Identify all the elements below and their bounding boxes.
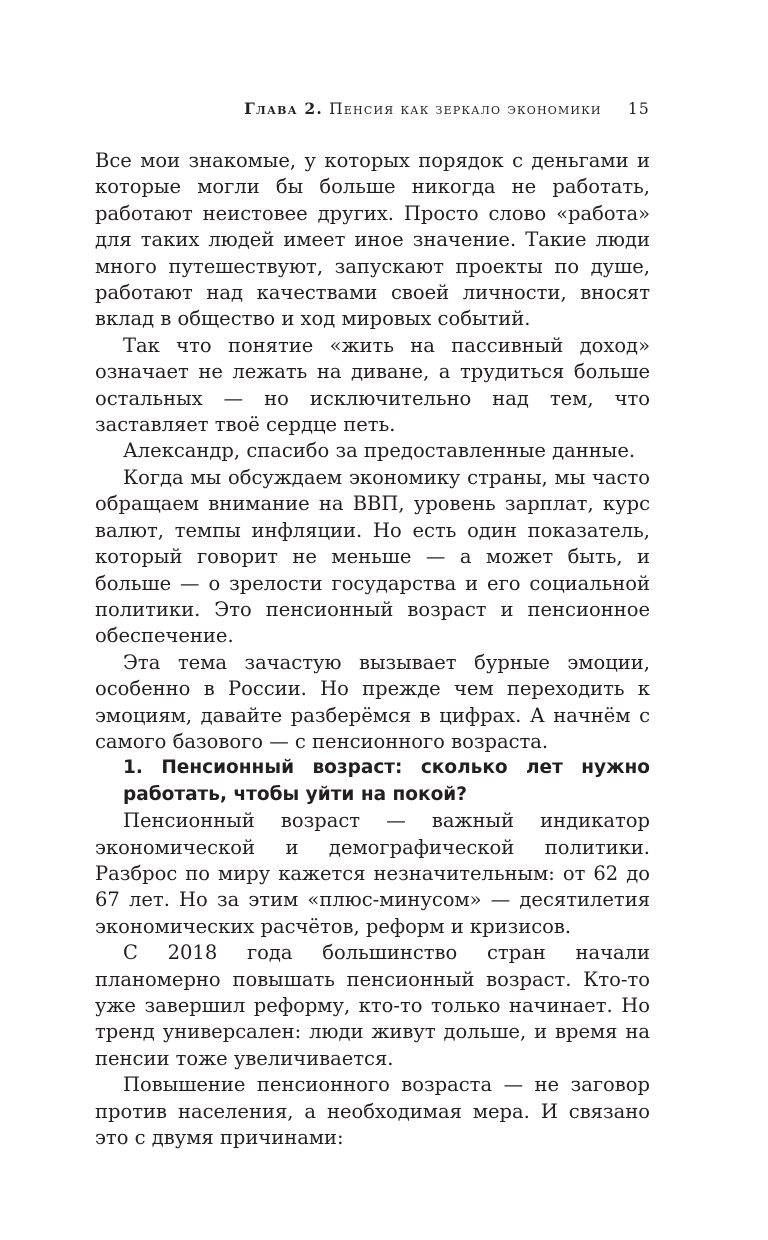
paragraph-6: Пенсионный возраст — важный индикатор экономической и демографической политики. Разброс по миру кажется незначительным: от 62 до 67 лет. Но за этим «плюс-минусом» — десятилетия экономических расчётов, реформ и кризисов. bbox=[95, 809, 650, 938]
paragraph-1: Все мои знакомые, у которых порядок с деньгами и которые могли бы больше никогда не работать, работают неистовее других. Просто слово «работа» для таких людей имеет иное значение. Такие люди много путешествуют, запускают проекты по душе, работают над качествами своей личности, вносят вклад в общество и ход мировых событий. bbox=[95, 149, 650, 331]
running-head-chapter: Глава 2. bbox=[244, 99, 323, 118]
page-number: 15 bbox=[627, 100, 650, 118]
running-head-title: Пенсия как зеркало экономики bbox=[329, 100, 602, 118]
body-text bbox=[95, 148, 650, 1151]
paragraph-4: Когда мы обсуждаем экономику страны, мы часто обращаем внимание на ВВП, уровень зарплат, курс валют, темпы инфляции. Но есть один показатель, который говорит не меньше — а может быть, и больше — о зрелости государства и его социальной политики. Это пенсионный возраст и пенсионное обеспечение. bbox=[95, 465, 650, 648]
paragraph-3: Александр, спасибо за предоставленные данные. bbox=[123, 439, 636, 463]
section-heading: 1. Пенсионный возраст: сколько лет нужно работать, чтобы уйти на покой? bbox=[123, 757, 650, 805]
paragraph-2: Так что понятие «жить на пассивный доход» означает не лежать на диване, а трудиться больше остальных — но исключительно над тем, что заставляет твоё сердце петь. bbox=[95, 333, 650, 437]
paragraph-7: С 2018 года большинство стран начали планомерно повышать пенсионный возраст. Кто-то уже завершил реформу, кто-то только начинает. Но тренд универсален: люди живут дольше, и время на пенсии тоже увеличивается. bbox=[95, 941, 650, 1070]
paragraph-5: Эта тема зачастую вызывает бурные эмоции, особенно в России. Но прежде чем переходить к эмоциям, давайте разберёмся в цифрах. А начнём с самого базового — с пенсионного возраста. bbox=[95, 650, 650, 753]
paragraph-8: Повышение пенсионного возраста — не заговор против населения, а необходимая мера. И связано это с двумя причинами: bbox=[95, 1073, 650, 1150]
book-page bbox=[95, 0, 650, 1240]
running-head bbox=[95, 97, 650, 121]
